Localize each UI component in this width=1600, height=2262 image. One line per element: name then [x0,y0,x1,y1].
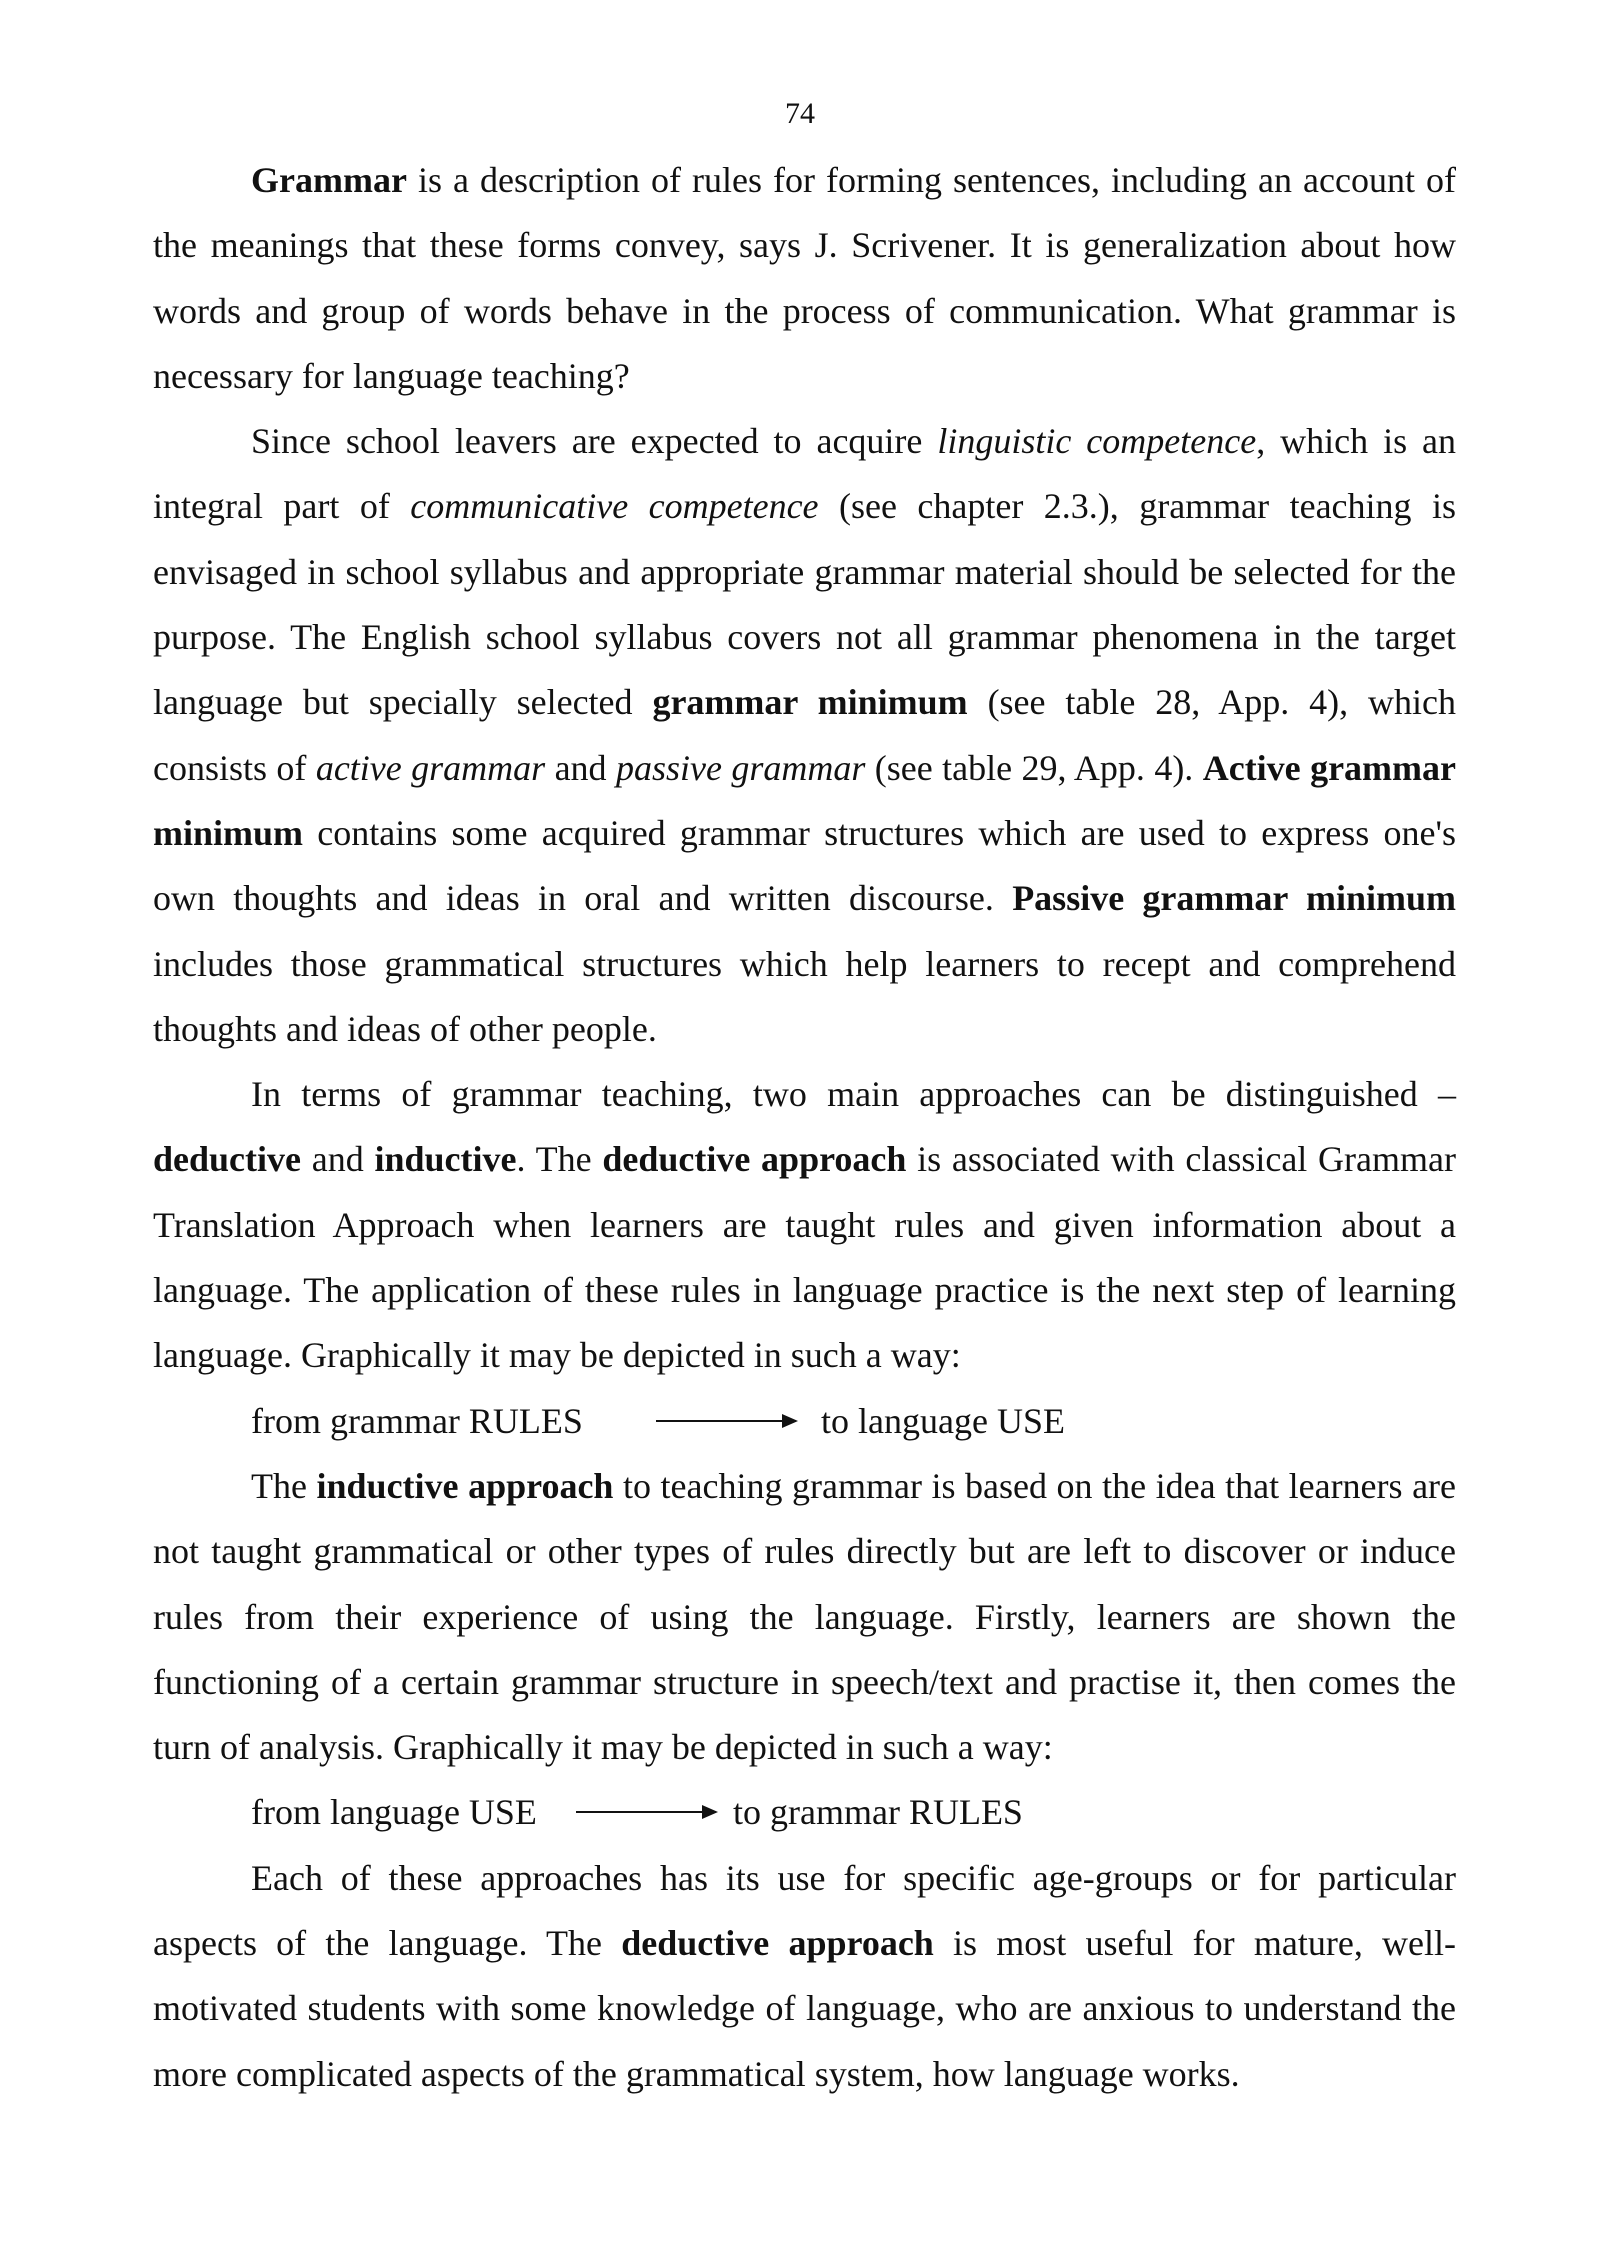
inductive-flow-diagram [153,1780,1456,1845]
italic-term: passive grammar [615,747,866,788]
bold-term: Passive grammar minimum [1012,878,1456,919]
bold-term: grammar minimum [652,682,968,723]
bold-term: deductive approach [621,1923,934,1964]
flow-from-label: from language USE [251,1792,537,1833]
paragraph-grammar-minimum [153,409,1456,1062]
text-run: is associated with classical Grammar Translation Approach when learners are taught rules and given information about a language. The application of these rules in language practice is the next step of learning language. Graphically it may be depicted in such a way: [153,1139,1456,1376]
bold-term: deductive [153,1139,301,1180]
flow-to-label: to grammar RULES [733,1792,1023,1833]
text-run: and [545,747,616,788]
paragraph-deductive-inductive [153,1062,1456,1388]
flow-from-label: from grammar RULES [251,1400,583,1441]
page-number: 74 [785,97,815,130]
text-run: includes those grammatical structures which help learners to recept and comprehend thoughts and ideas of other people. [153,943,1456,1049]
flow-to-label: to language USE [821,1400,1065,1441]
paragraph-inductive-approach [153,1454,1456,1780]
bold-term: inductive [374,1139,517,1180]
bold-term: Active grammar minimum [153,747,1457,853]
bold-term: Grammar [251,160,407,200]
text-run: is a description of rules for forming sentences, including an account of the meanings that these forms convey, says J. Scrivener. It is generalization about how words and group of words behave in the process of communication. What grammar is necessary for language teaching? [153,160,1456,396]
text-run: to teaching grammar is based on the idea that learners are not taught grammatical or other types of rules directly but are left to discover or induce rules from their experience of using the language. Firstly, learners are shown the functioning of a certain grammar structure in speech/text and practise it, then comes the turn of analysis. Graphically it may be depicted in such a way: [153,1465,1457,1768]
bold-term: deductive approach [602,1139,907,1180]
italic-term: active grammar [315,747,546,788]
italic-term: linguistic competence [937,421,1257,462]
right-arrow-icon [656,1420,796,1422]
text-run: (see chapter 2.3.), grammar teaching is envisaged in school syllabus and appropriate grammar material should be selected for the purpose. The English school syllabus covers not all grammar phenomena in the target language but specially selected [153,486,1456,723]
page-body [153,148,1456,2107]
text-run: , which is an integral part of [153,421,1457,527]
paragraph-grammar-definition [153,148,1456,409]
text-run: contains some acquired grammar structures which are used to express one's own thoughts and ideas in oral and written discourse. [153,812,1456,919]
italic-term: communicative competence [410,486,819,527]
right-arrow-icon [576,1811,716,1813]
bold-term: inductive approach [316,1465,614,1506]
text-run: Since school leavers are expected to acquire [251,421,938,462]
text-run: The [251,1465,317,1506]
text-run: and [301,1139,375,1180]
deductive-flow-diagram [153,1389,1456,1454]
text-run: In terms of grammar teaching, two main approaches can be distinguished – [251,1074,1456,1115]
paragraph-approach-uses [153,1846,1456,2107]
text-run: . The [516,1139,603,1180]
text-run: (see table 28, App. 4), which consists of [153,682,1456,788]
text-run: (see table 29, App. 4). [865,747,1203,788]
text-run: Each of these approaches has its use for specific age-groups or for particular aspects of the language. The [153,1857,1456,1964]
text-run: is most useful for mature, well-motivated students with some knowledge of language, who are anxious to understand the more complicated aspects of the grammatical system, how language works. [153,1923,1456,2094]
